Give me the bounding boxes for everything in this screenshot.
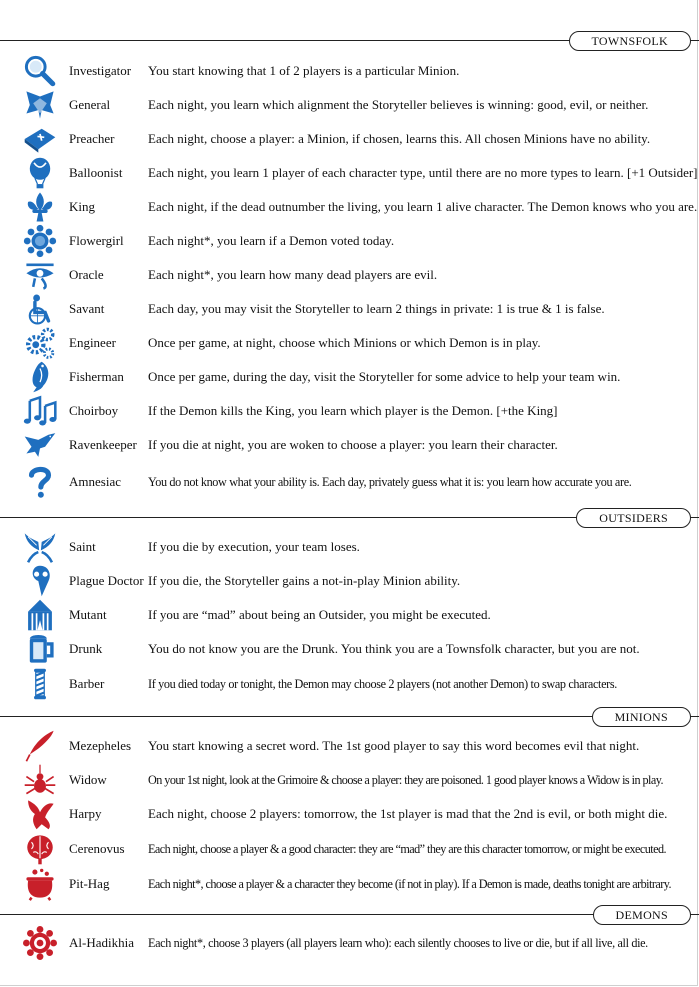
character-ability: Once per game, during the day, visit the Storyteller for some advice to help your team win. [148,369,621,384]
character-name: Plague Doctor [69,573,144,588]
character-row-cerenovus [0,832,699,866]
demons-header [0,905,699,925]
beer-mug-icon [18,632,62,666]
winged-emblem-icon [18,88,62,122]
character-ability: Once per game, at night, choose which Minions or which Demon is in play. [148,335,541,350]
section-label: MINIONS [592,707,691,727]
character-row-choirboy [0,394,699,428]
character-ability: Each night*, choose a player & a character they become (if not in play). If a Demon is made, deaths tonight are arbitrary. [148,877,671,891]
character-name: King [69,199,95,214]
character-name: Al-Hadikhia [69,935,134,950]
cauldron-icon [18,867,62,901]
character-name: Saint [69,539,96,554]
character-ability: Each night, you learn which alignment the Storyteller believes is winning: good, evil, or neither. [148,97,649,112]
character-name: Engineer [69,335,116,350]
character-ability: Each night*, choose 3 players (all players learn who): each silently chooses to live or die, but if all live, all die. [148,936,648,950]
character-row-pit-hag [0,867,699,901]
holy-book-icon [18,122,62,156]
character-ability: Each night, you learn 1 player of each character type, until there are no more types to learn. [+1 Outsider] [148,165,698,180]
mandala-icon [18,926,62,960]
character-ability: If you die, the Storyteller gains a not-in-play Minion ability. [148,573,461,588]
character-ability: If you died today or tonight, the Demon may choose 2 players (not another Demon) to swap characters. [148,677,617,691]
fish-icon [18,360,62,394]
section-label: DEMONS [593,905,691,925]
character-ability: You do not know what your ability is. Each day, privately guess what it is: you learn how accurate you are. [148,475,632,489]
section-label: OUTSIDERS [576,508,691,528]
character-ability: Each night*, you learn how many dead players are evil. [148,267,438,282]
fleur-de-lis-icon [18,190,62,224]
character-row-balloonist [0,156,699,190]
music-notes-icon [18,394,62,428]
sunflower-icon [18,224,62,258]
character-ability: If you are “mad” about being an Outsider, you might be executed. [148,607,491,622]
character-name: General [69,97,111,112]
character-row-flowergirl [0,224,699,258]
raven-icon [18,428,62,462]
character-row-oracle [0,258,699,292]
character-name: Barber [69,676,105,691]
character-row-ravenkeeper [0,428,699,462]
hot-air-balloon-icon [18,156,62,190]
character-name: Harpy [69,806,102,821]
character-name: Savant [69,301,105,316]
character-row-king [0,190,699,224]
minions-header [0,707,699,727]
character-ability: You do not know you are the Drunk. You think you are a Townsfolk character, but you are not. [148,641,640,656]
character-ability: On your 1st night, look at the Grimoire & choose a player: they are poisoned. 1 good player knows a Widow is in play. [148,773,663,787]
character-ability: Each night, choose 2 players: tomorrow, the 1st player is mad that the 2nd is evil, or both might die. [148,806,668,821]
character-name: Mutant [69,607,107,622]
character-ability: If the Demon kills the King, you learn which player is the Demon. [+the King] [148,403,558,418]
character-name: Cerenovus [69,841,125,856]
character-ability: Each night, choose a player: a Minion, if chosen, learns this. All chosen Minions have no ability. [148,131,651,146]
character-name: Investigator [69,63,132,78]
wheelchair-icon [18,292,62,326]
outsiders-header [0,508,699,528]
character-ability: You start knowing a secret word. The 1st good player to say this word becomes evil that night. [148,738,640,753]
character-name: Choirboy [69,403,119,418]
character-name: Amnesiac [69,474,121,489]
character-ability: If you die at night, you are woken to choose a player: you learn their character. [148,437,558,452]
character-ability: Each night, choose a player & a good character: they are “mad” they are this character tomorrow, or might be executed. [148,842,667,856]
character-row-widow [0,763,699,797]
character-row-investigator [0,54,699,88]
character-ability: Each night*, you learn if a Demon voted today. [148,233,395,248]
character-name: Preacher [69,131,115,146]
plague-mask-icon [18,564,62,598]
section-label: TOWNSFOLK [569,31,691,51]
character-row-drunk [0,632,699,666]
magnifying-glass-icon [18,54,62,88]
character-row-al-hadikhia [0,926,699,960]
character-row-plague-doctor [0,564,699,598]
character-row-mezepheles [0,729,699,763]
character-ability: Each day, you may visit the Storyteller to learn 2 things in private: 1 is true & 1 is false. [148,301,605,316]
harpy-icon [18,797,62,831]
character-row-general [0,88,699,122]
angel-wings-icon [18,530,62,564]
character-ability: You start knowing that 1 of 2 players is a particular Minion. [148,63,460,78]
character-name: Ravenkeeper [69,437,137,452]
character-row-fisherman [0,360,699,394]
character-name: Pit-Hag [69,876,110,891]
gears-icon [18,326,62,360]
character-name: Fisherman [69,369,124,384]
character-ability: Each night, if the dead outnumber the living, you learn 1 alive character. The Demon knows who you are. [148,199,698,214]
spider-icon [18,763,62,797]
character-row-mutant [0,598,699,632]
character-row-amnesiac [0,465,699,499]
character-ability: If you die by execution, your team loses. [148,539,360,554]
character-name: Drunk [69,641,103,656]
question-mark-icon [18,465,62,499]
quill-icon [18,729,62,763]
character-name: Oracle [69,267,104,282]
character-row-harpy [0,797,699,831]
barber-pole-icon [18,667,62,701]
character-row-savant [0,292,699,326]
character-row-engineer [0,326,699,360]
character-row-saint [0,530,699,564]
character-row-preacher [0,122,699,156]
tent-icon [18,598,62,632]
eye-of-horus-icon [18,258,62,292]
character-name: Mezepheles [69,738,132,753]
character-row-barber [0,667,699,701]
character-name: Balloonist [69,165,123,180]
character-name: Widow [69,772,107,787]
brain-icon [18,832,62,866]
character-name: Flowergirl [69,233,124,248]
townsfolk-header [0,31,699,51]
